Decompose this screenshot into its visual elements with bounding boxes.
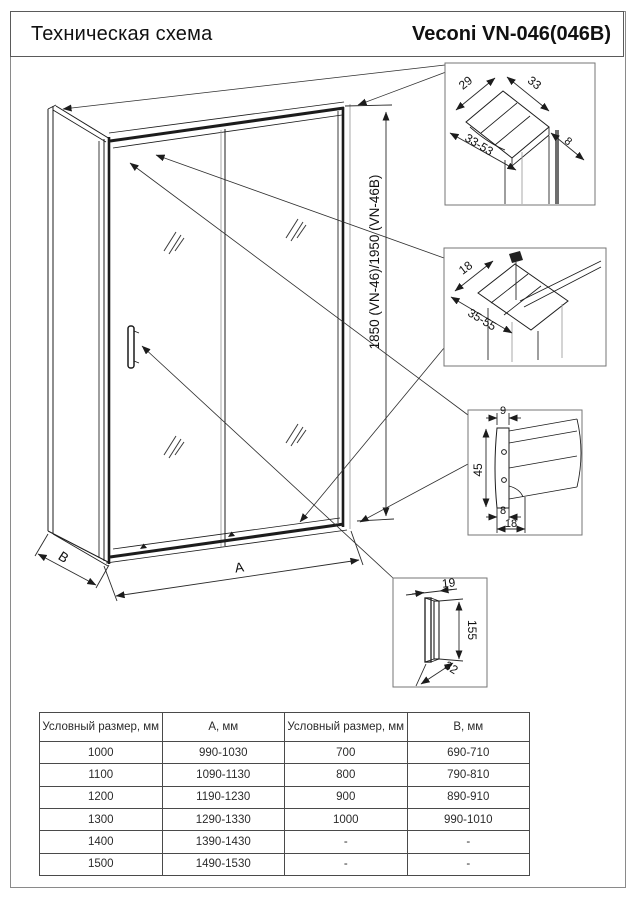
cell: - xyxy=(407,831,530,853)
cell: 800 xyxy=(285,764,408,786)
product-model: Veconi VN-046(046B) xyxy=(412,22,611,45)
cell: 1000 xyxy=(40,742,163,764)
dim-35-55-label: 35-55 xyxy=(465,305,499,334)
dimension-width xyxy=(104,531,363,601)
dim-155-label: 155 xyxy=(465,619,479,641)
cell: 690-710 xyxy=(407,742,530,764)
cell: 1490-1530 xyxy=(162,853,285,875)
dim-8-wall-label: 8 xyxy=(499,505,507,517)
col-header-b: В, мм xyxy=(407,713,530,742)
dim-33-label: 33 xyxy=(524,73,545,93)
dim-18-rail-label: 18 xyxy=(456,258,476,278)
dim-8-top-label: 8 xyxy=(561,135,575,149)
cell: 990-1030 xyxy=(162,742,285,764)
dim-32-label: 32 xyxy=(441,658,461,678)
table-row xyxy=(40,808,530,830)
cell: 1190-1230 xyxy=(162,786,285,808)
cell: 1200 xyxy=(40,786,163,808)
cell: 1000 xyxy=(285,808,408,830)
dim-19-label: 19 xyxy=(441,575,456,591)
dim-29-label: 29 xyxy=(455,73,476,93)
table-row xyxy=(40,831,530,853)
leader-lines xyxy=(63,65,468,578)
detail-bottom-rail-profile xyxy=(444,248,606,366)
depth-dim-label: B xyxy=(55,548,72,566)
cell: 890-910 xyxy=(407,786,530,808)
cell: 1290-1330 xyxy=(162,808,285,830)
height-dim-label: 1850 (VN-46)/1950 (VN-46B) xyxy=(367,174,382,350)
col-header-a: А, мм xyxy=(162,713,285,742)
cell: 900 xyxy=(285,786,408,808)
cell: 990-1010 xyxy=(407,808,530,830)
detail-top-rail-profile xyxy=(445,63,595,205)
cell: - xyxy=(285,853,408,875)
cell: 1300 xyxy=(40,808,163,830)
size-table-header-row xyxy=(40,713,530,742)
size-table xyxy=(39,712,530,876)
page-title: Техническая схема xyxy=(31,22,213,45)
cell: 1500 xyxy=(40,853,163,875)
cell: 700 xyxy=(285,742,408,764)
dim-45-label: 45 xyxy=(471,463,485,477)
dim-33-53-label: 33-53 xyxy=(462,130,496,159)
detail-handle xyxy=(393,575,487,687)
cell: 790-810 xyxy=(407,764,530,786)
table-row xyxy=(40,853,530,875)
cell: 1090-1130 xyxy=(162,764,285,786)
col-header-nominal-b: Условный размер, мм xyxy=(285,713,408,742)
col-header-nominal-a: Условный размер, мм xyxy=(40,713,163,742)
side-wall-panel xyxy=(48,105,110,566)
cell: 1390-1430 xyxy=(162,831,285,853)
cell: 1400 xyxy=(40,831,163,853)
width-dim-label: A xyxy=(233,559,245,576)
table-row xyxy=(40,786,530,808)
cell: - xyxy=(407,853,530,875)
cell: 1100 xyxy=(40,764,163,786)
dimension-depth xyxy=(35,534,109,588)
dim-9-label: 9 xyxy=(499,405,507,417)
table-row xyxy=(40,742,530,764)
cell: - xyxy=(285,831,408,853)
table-row xyxy=(40,764,530,786)
door-handle xyxy=(128,326,139,368)
dim-18-wall-label: 18 xyxy=(504,518,518,530)
main-drawing xyxy=(35,65,468,601)
front-frame xyxy=(99,102,350,564)
glass-hatch-marks xyxy=(164,219,306,458)
detail-wall-profile-section xyxy=(468,405,582,535)
